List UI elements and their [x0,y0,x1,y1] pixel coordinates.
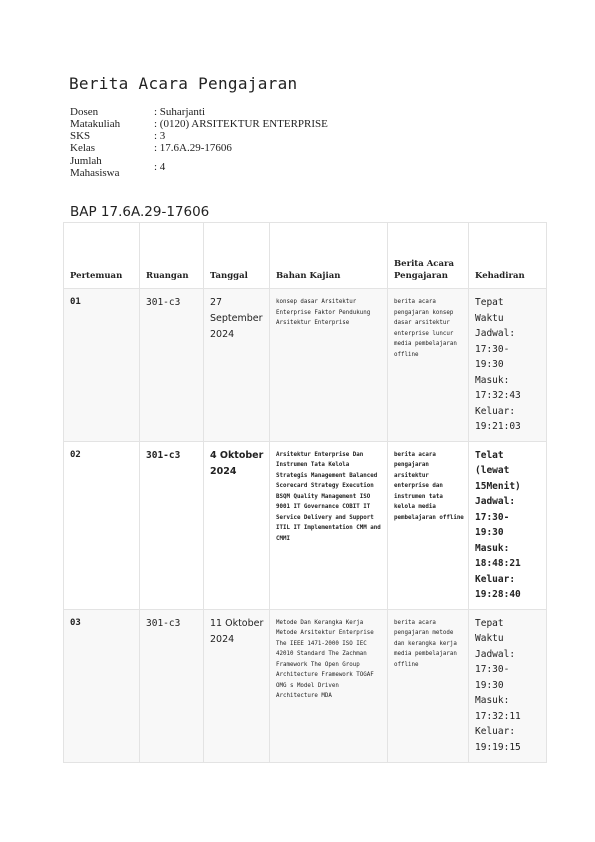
cell-berita-acara: berita acara pengajaran arsitektur enterprise dan instrumen tata kelola media pembelajaran offline [388,441,469,609]
attendance-line: Jadwal: [475,648,516,660]
attendance-line: 19:28:40 [475,589,521,600]
table-header-row [64,223,547,289]
attendance-line: Telat [475,449,504,461]
attendance-line: 17:30- [475,343,510,355]
attendance-line: Jadwal: [475,328,516,339]
header-pertemuan: Pertemuan [64,223,140,289]
info-row-sks [70,130,328,142]
header-kehadiran: Kehadiran [469,223,547,289]
info-key: SKS [70,130,91,142]
page-title: Berita Acara Pengajaran [69,74,298,93]
cell-kehadiran [469,441,547,609]
cell-pertemuan: 01 [64,289,140,442]
cell-ruangan: 301-c3 [140,609,204,762]
cell-tanggal: 11 Oktober 2024 [204,609,270,762]
attendance-line: 17:30- [475,511,510,523]
header-tanggal: Tanggal [204,223,270,289]
table-row [64,289,547,442]
cell-tanggal: 4 Oktober 2024 [204,441,270,609]
info-row-dosen [70,106,328,118]
info-row-kelas [70,142,328,154]
table-row [64,609,547,762]
cell-bahan-kajian: konsep dasar Arsitektur Enterprise Faktor Pendukung Arsitektur Enterprise [270,289,388,442]
header-berita-acara: Berita Acara Pengajaran [388,223,469,289]
attendance-line: Jadwal: [475,496,516,507]
header-ruangan: Ruangan [140,223,204,289]
bap-table [63,222,547,763]
info-key: Jumlah Mahasiswa [70,155,120,179]
info-value: : 17.6A.29-17606 [154,142,232,154]
info-value: : 3 [154,130,166,142]
info-key: Kelas [70,142,96,154]
attendance-line: (lewat [475,465,510,476]
attendance-line: 17:32:43 [475,390,521,401]
cell-berita-acara: berita acara pengajaran metode dan kerangka kerja media pembelajaran offline [388,609,469,762]
attendance-line: Masuk: [475,374,510,386]
table-row [64,441,547,609]
attendance-line: 17:30- [475,664,510,675]
attendance-line: 19:30 [475,527,504,538]
attendance-line: Keluar: [475,405,516,417]
info-row-jumlah-mahasiswa [70,155,328,179]
cell-pertemuan: 03 [64,609,140,762]
attendance-line: Masuk: [475,695,510,706]
info-key: Matakuliah [70,118,121,130]
attendance-line: Keluar: [475,573,516,585]
attendance-line: 19:21:03 [475,421,521,432]
cell-tanggal: 27 September 2024 [204,289,270,442]
info-value: : (0120) ARSITEKTUR ENTERPRISE [154,118,328,130]
cell-kehadiran [469,289,547,442]
bap-title: BAP 17.6A.29-17606 [70,204,210,220]
cell-pertemuan: 02 [64,441,140,609]
attendance-line: Waktu [475,312,504,324]
cell-berita-acara: berita acara pengajaran konsep dasar arsitektur enterprise luncur media pembelajaran offline [388,289,469,442]
attendance-line: 18:48:21 [475,558,521,569]
cell-ruangan: 301-c3 [140,441,204,609]
info-key: Dosen [70,106,99,118]
info-value: : 4 [154,161,166,173]
attendance-line: Keluar: [475,726,516,737]
attendance-line: Tepat [475,617,504,629]
attendance-line: 17:32:11 [475,710,521,722]
header-bahan-kajian: Bahan Kajian [270,223,388,289]
attendance-line: 19:19:15 [475,741,521,753]
cell-bahan-kajian: Arsitektur Enterprise Dan Instrumen Tata Kelola Strategis Management Balanced Scorecard Strategy Execution BSQM Quality Management ISO 9001 IT Governance COBIT IT Service Delivery and Support ITIL IT Implementation CMM and CMMI [270,441,388,609]
attendance-line: 19:30 [475,679,504,691]
cell-ruangan: 301-c3 [140,289,204,442]
attendance-line: 19:30 [475,359,504,370]
course-info [70,106,328,179]
attendance-line: Masuk: [475,542,510,554]
cell-bahan-kajian: Metode Dan Kerangka Kerja Metode Arsitektur Enterprise The IEEE 1471-2000 ISO IEC 42010 Standard The Zachman Framework The Open Group Architecture Framework TOGAF OMG s Model Driven Architecture MDA [270,609,388,762]
info-value: : Suharjanti [154,106,206,118]
info-row-matakuliah [70,118,328,130]
cell-kehadiran [469,609,547,762]
attendance-line: Waktu [475,633,504,644]
attendance-line: 15Menit) [475,480,521,492]
attendance-line: Tepat [475,297,504,308]
